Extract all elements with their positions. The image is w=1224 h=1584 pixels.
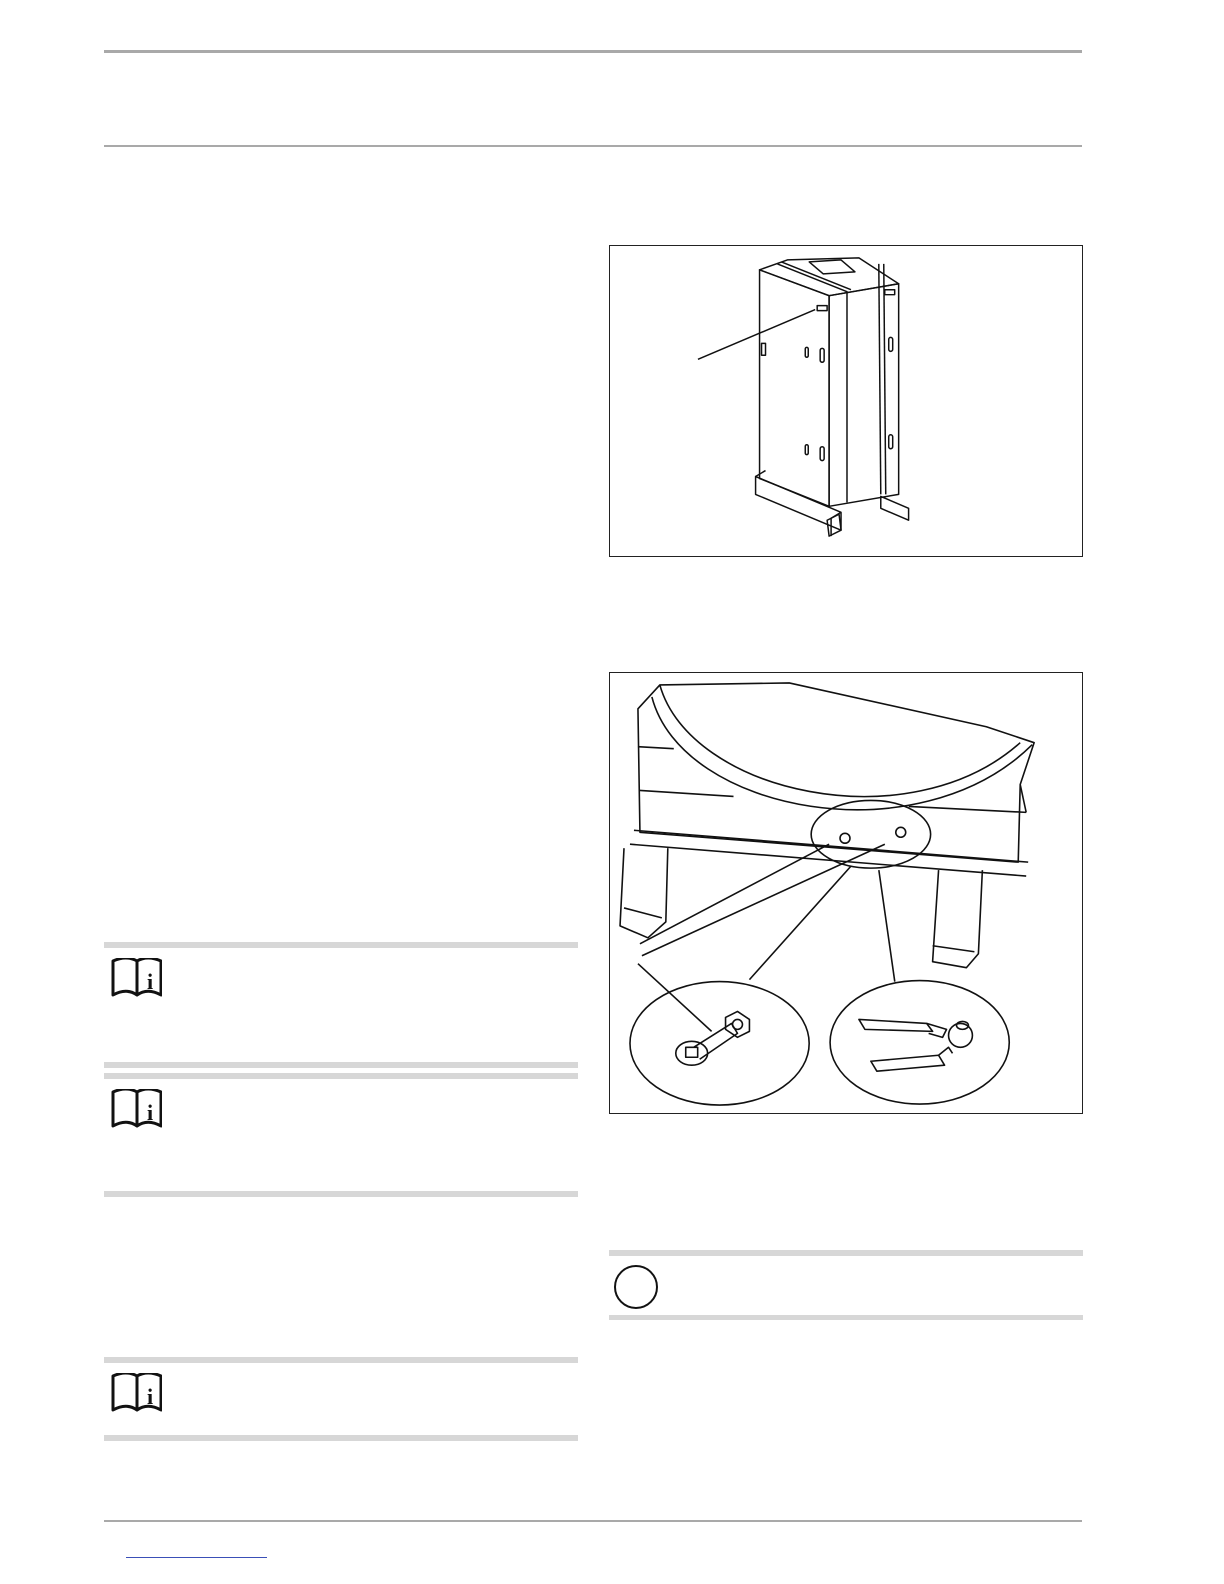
callout-line — [698, 310, 815, 360]
footer-link[interactable] — [126, 1557, 267, 1558]
header-bottom-rule — [104, 145, 1082, 147]
svg-text:i: i — [146, 1384, 154, 1409]
book-info-icon — [108, 1373, 162, 1413]
figure-pallet-bolts — [609, 672, 1083, 1114]
info-note — [104, 1357, 578, 1441]
tip-note — [609, 1250, 1083, 1320]
header-top-rule — [104, 50, 1082, 53]
book-info-icon — [108, 1089, 162, 1129]
cabinet-illustration — [610, 246, 1082, 556]
svg-text:i: i — [146, 969, 154, 994]
info-note — [104, 942, 578, 1068]
info-note — [104, 1073, 578, 1197]
circle-icon — [614, 1265, 658, 1309]
footer-rule — [104, 1520, 1082, 1522]
figure-cabinet-on-pallet — [609, 245, 1083, 557]
book-info-icon — [108, 958, 162, 998]
pallet-bolt-illustration — [610, 673, 1082, 1113]
svg-text:i: i — [146, 1100, 154, 1125]
